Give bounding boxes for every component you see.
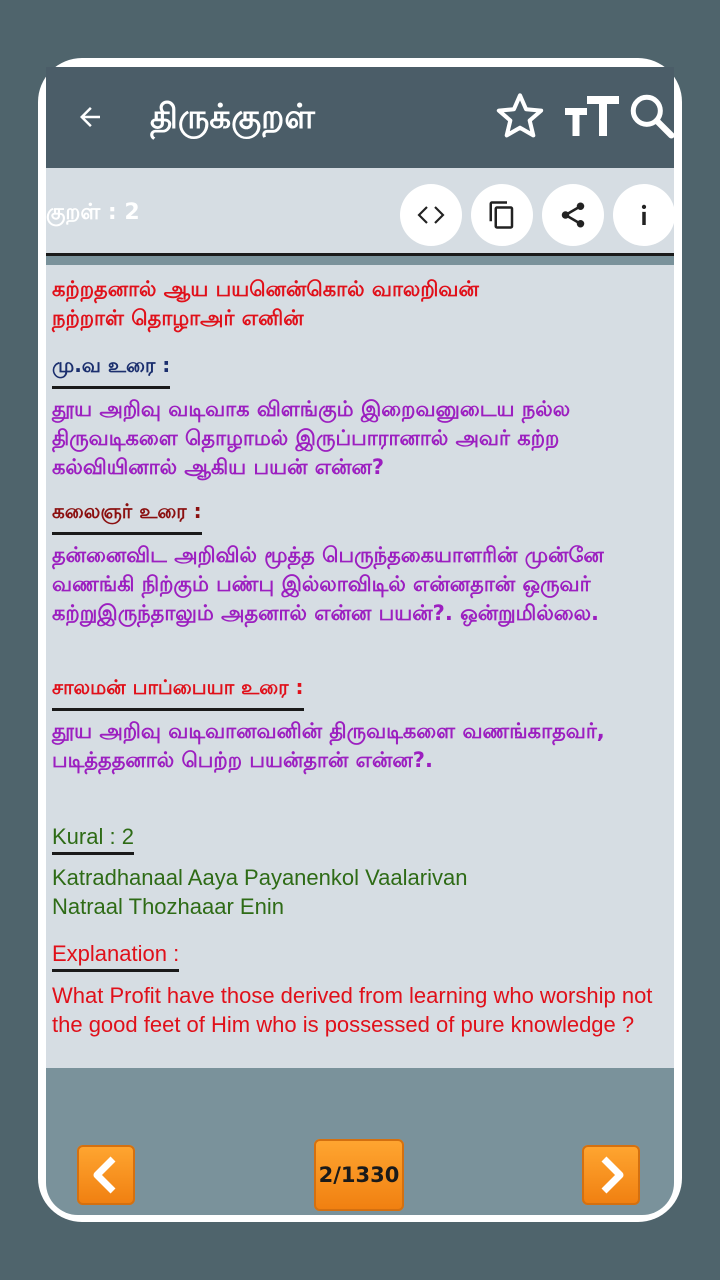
previous-button[interactable] bbox=[77, 1145, 135, 1205]
favorite-button[interactable] bbox=[488, 81, 552, 151]
copy-icon bbox=[487, 200, 517, 230]
salaman-heading: சாலமன் பாப்பையா உரை : bbox=[52, 675, 304, 711]
search-icon bbox=[627, 91, 674, 141]
next-button[interactable] bbox=[582, 1145, 640, 1205]
star-icon bbox=[493, 89, 547, 143]
copy-button[interactable] bbox=[471, 184, 533, 246]
font-size-button[interactable] bbox=[560, 81, 626, 151]
kural-transliteration: Katradhanaal Aaya Payanenkol Vaalarivan Natraal Thozhaaar Enin bbox=[52, 865, 468, 919]
explanation-heading: Explanation : bbox=[52, 941, 179, 972]
embed-code-button[interactable] bbox=[400, 184, 462, 246]
page-title: திருக்குறள் bbox=[150, 97, 315, 137]
page-indicator-button[interactable]: 2/1330 bbox=[314, 1139, 404, 1211]
kural-toolbar bbox=[46, 168, 674, 256]
share-button[interactable] bbox=[542, 184, 604, 246]
salaman-text: தூய அறிவு வடிவானவனின் திருவடிகளை வணங்காதவர், படித்ததனால் பெற்ற பயன்தான் என்ன?. bbox=[52, 719, 605, 772]
explanation-text: What Profit have those derived from learning who worship not the good feet of Him who is possessed of pure knowledge ? bbox=[52, 983, 653, 1037]
back-button[interactable] bbox=[62, 89, 118, 145]
mu-va-text: தூய அறிவு வடிவாக விளங்கும் இறைவனுடைய நல்ல திருவடிகளை தொழாமல் இருப்பாரானால் அவர் கற்ற கல்வியினால் ஆகிய பயன் என்ன? bbox=[52, 397, 571, 479]
code-icon bbox=[415, 199, 447, 231]
app-screen bbox=[46, 67, 674, 1215]
kural-tamil-text: கற்றதனால் ஆய பயனென்கொல் வாலறிவன் நற்றாள் தொழாஅர் எனின் bbox=[52, 277, 479, 330]
mu-va-heading: மு.வ உரை : bbox=[52, 353, 170, 389]
kalaignar-heading: கலைஞர் உரை : bbox=[52, 499, 202, 535]
kural-number-label: குறள் : 2 bbox=[46, 200, 140, 225]
toolbar-divider bbox=[46, 253, 674, 256]
english-kural-heading: Kural : 2 bbox=[52, 824, 134, 855]
app-bar bbox=[46, 67, 674, 168]
info-button[interactable] bbox=[613, 184, 674, 246]
kalaignar-text: தன்னைவிட அறிவில் மூத்த பெருந்தகையாளரின் முன்னே வணங்கி நிற்கும் பண்பு இல்லாவிடில் என்னதான் ஒருவர் கற்றுஇருந்தாலும் அதனால் என்ன பயன்?. ஒன்றுமில்லை. bbox=[52, 543, 604, 625]
arrow-left-icon bbox=[75, 102, 105, 132]
font-size-icon bbox=[565, 94, 621, 138]
chevron-right-icon bbox=[594, 1155, 628, 1195]
chevron-left-icon bbox=[89, 1155, 123, 1195]
search-button[interactable] bbox=[624, 81, 674, 151]
info-icon bbox=[629, 200, 659, 230]
share-icon bbox=[558, 200, 588, 230]
kural-content bbox=[46, 265, 674, 1068]
